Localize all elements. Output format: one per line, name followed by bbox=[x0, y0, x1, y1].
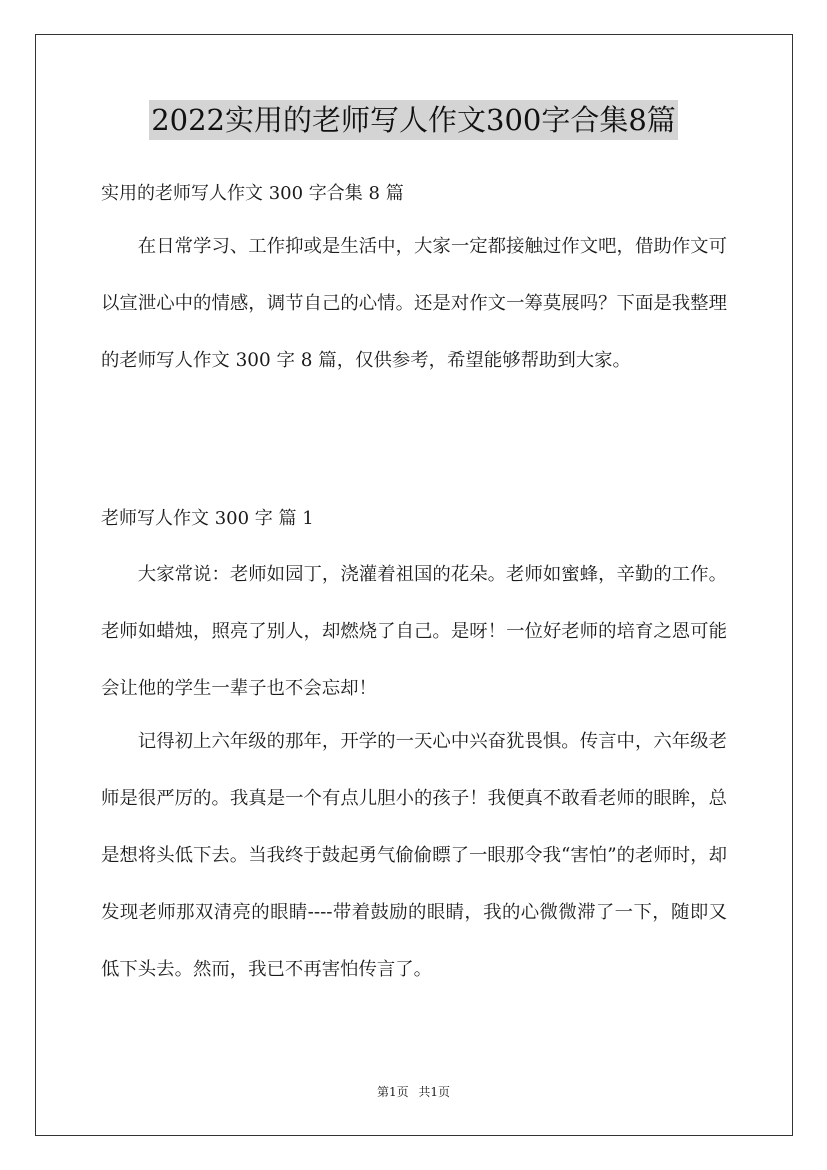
page-number: 第1页 bbox=[376, 1085, 409, 1099]
section-heading: 老师写人作文 300 字 篇 1 bbox=[101, 508, 314, 529]
body-paragraph-1: 大家常说：老师如园丁，浇灌着祖国的花朵。老师如蜜蜂，辛勤的工作。老师如蜡烛，照亮了别人，却燃烧了自己。是呀！一位好老师的培育之恩可能会让他的学生一辈子也不会忘却！ bbox=[101, 564, 727, 699]
title-container bbox=[0, 100, 827, 140]
document-subtitle: 实用的老师写人作文 300 字合集 8 篇 bbox=[101, 183, 404, 204]
body-paragraph-2: 记得初上六年级的那年，开学的一天心中兴奋犹畏惧。传言中，六年级老师是很严厉的。我真是一个有点儿胆小的孩子！我便真不敢看老师的眼眸，总是想将头低下去。当我终于鼓起勇气偷偷瞟了一眼那令我“害怕”的老师时，却发现老师那双清亮的眼睛----带着鼓励的眼睛，我的心微微滞了一下，随即又低下头去。然而，我已不再害怕传言了。 bbox=[101, 731, 727, 980]
page-total: 共1页 bbox=[418, 1085, 451, 1099]
intro-paragraph: 在日常学习、工作抑或是生活中，大家一定都接触过作文吧，借助作文可以宣泄心中的情感，调节自己的心情。还是对作文一筹莫展吗？下面是我整理的老师写人作文 300 字 8 篇，仅供参考，希望能够帮助到大家。 bbox=[101, 236, 727, 371]
document-title: 2022实用的老师写人作文300字合集8篇 bbox=[149, 100, 678, 140]
page-footer bbox=[0, 1083, 827, 1100]
